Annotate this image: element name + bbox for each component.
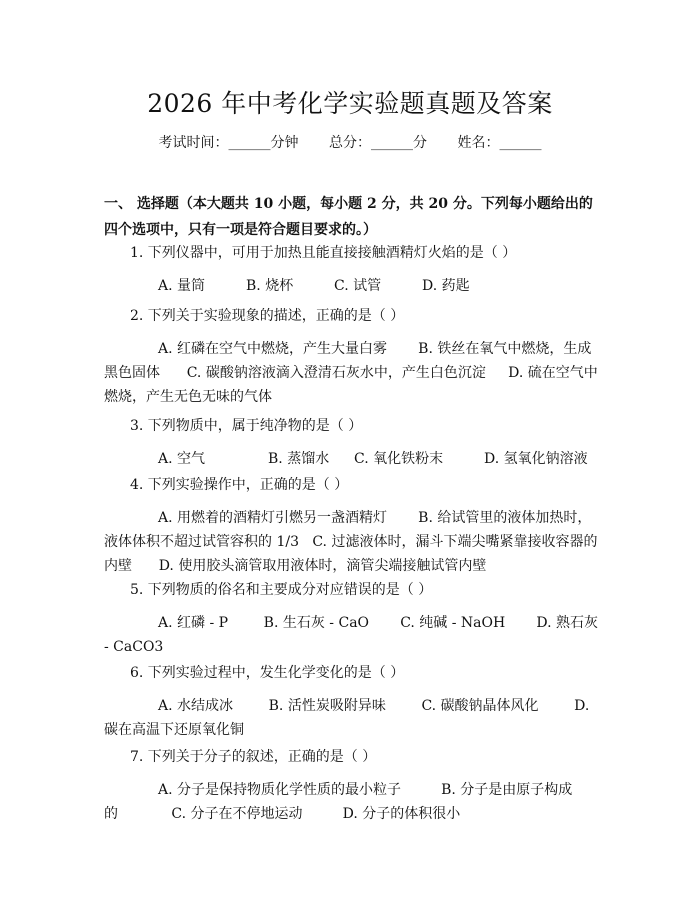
question-stem: 2. 下列关于实验现象的描述，正确的是（ ） [130, 308, 405, 324]
question-options [104, 447, 604, 471]
question-stem: 3. 下列物质中，属于纯净物的是（ ） [130, 418, 363, 434]
document-title: 2026 年中考化学实验题真题及答案 [147, 89, 553, 118]
option-c: C. 分子在不停地运动 [171, 806, 303, 822]
question-stem: 4. 下列实验操作中，正确的是（ ） [130, 477, 349, 493]
option-c: C. 过滤液体时，漏斗下端尖嘴紧靠接收容器的内壁 [104, 534, 598, 574]
question-3 [104, 414, 604, 471]
option-c: C. 碳酸钠溶液滴入澄清石灰水中，产生白色沉淀 [186, 365, 486, 381]
question-stem: 6. 下列实验过程中，发生化学变化的是（ ） [130, 665, 405, 681]
question-4 [104, 473, 604, 578]
option-b: B. 铁丝在氧气中燃烧，生成黑色固体 [104, 341, 592, 381]
option-d: D. 使用胶头滴管取用液体时，滴管尖端接触试管内壁 [158, 558, 487, 574]
option-b: B. 给试管里的液体加热时，液体体积不超过试管容积的 1/3 [104, 510, 592, 550]
option-a: A. 量筒 [158, 278, 206, 294]
option-d: D. 氢氧化钠溶液 [484, 451, 588, 467]
question-1 [104, 241, 604, 298]
question-7 [104, 745, 604, 826]
question-options [104, 611, 604, 659]
question-stem: 5. 下列物质的俗名和主要成分对应错误的是（ ） [130, 582, 433, 598]
exam-time-field: 考试时间：______分钟 [158, 135, 299, 151]
option-b: B. 烧杯 [246, 278, 294, 294]
question-stem: 1. 下列仪器中，可用于加热且能直接接触酒精灯火焰的是（ ） [130, 245, 517, 261]
option-c: C. 碳酸钠晶体风化 [421, 698, 539, 714]
question-6 [104, 661, 604, 742]
question-5 [104, 578, 604, 659]
option-a: A. 红磷在空气中燃烧，产生大量白雾 [158, 341, 388, 357]
option-a: A. 红磷 - P [158, 615, 229, 631]
exam-meta [0, 132, 700, 152]
option-a: A. 用燃着的酒精灯引燃另一盏酒精灯 [158, 510, 388, 526]
question-options [104, 506, 604, 578]
question-options [104, 337, 604, 409]
question-options [104, 694, 604, 742]
option-d: D. 药匙 [422, 278, 470, 294]
option-d: D. 硫在空气中燃烧，产生无色无味的气体 [104, 365, 598, 405]
total-score-field: 总分：______分 [329, 135, 427, 151]
option-b: B. 生石灰 - CaO [263, 615, 370, 631]
option-b: B. 活性炭吸附异味 [268, 698, 386, 714]
question-options [104, 778, 604, 826]
option-b: B. 蒸馏水 [268, 451, 330, 467]
option-c: C. 试管 [334, 278, 382, 294]
section-heading: 一、 选择题（本大题共 10 小题，每小题 2 分，共 20 分。下列每小题给出的四个选项中，只有一项是符合题目要求的。） [104, 196, 593, 238]
option-a: A. 空气 [158, 451, 206, 467]
option-c: C. 氧化铁粉末 [354, 451, 444, 467]
option-b: B. 分子是由原子构成的 [104, 782, 573, 822]
option-c: C. 纯碱 - NaOH [400, 615, 506, 631]
option-d: D. 分子的体积很小 [342, 806, 461, 822]
question-options [104, 274, 604, 298]
option-a: A. 分子是保持物质化学性质的最小粒子 [158, 782, 402, 798]
option-d: D. 熟石灰 - CaCO3 [104, 615, 599, 655]
question-2 [104, 304, 604, 409]
option-a: A. 水结成冰 [158, 698, 234, 714]
question-stem: 7. 下列关于分子的叙述，正确的是（ ） [130, 749, 377, 765]
student-name-field: 姓名：______ [457, 135, 542, 151]
option-d: D. 碳在高温下还原氧化铜 [104, 698, 590, 738]
